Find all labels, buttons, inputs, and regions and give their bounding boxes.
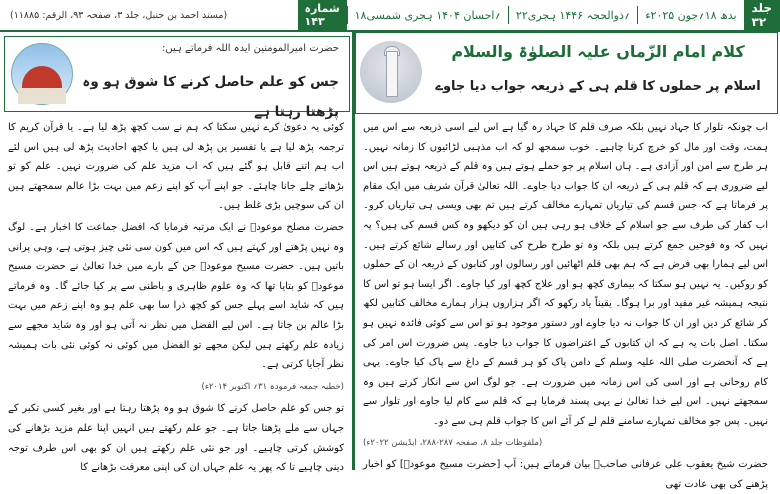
left-paragraph-3: تو جس کو علم حاصل کرنے کا شوق ہو وہ پڑھتا رہتا ہے اور بغیر کسی تکبر کے جہاں سے ملے پڑھتا جاتا ہے۔ جو علم رکھتے ہیں انہیں اپنا علم مزید بڑھانے کی کوشش کرتی چاہیے۔ اور جو نئی علم رکھتے ہیں ان کو بھی اس طرف توجہ دینی چاہیے تا کہ پھر یہ علم جہاں ان کی اپنی معرفت بڑھانے کا [8, 403, 344, 474]
left-paragraph-2: حضرت مصلح موعودؓ نے ایک مرتبہ فرمایا کہ افضل جماعت کا اخبار ہے۔ لوگ وہ نہیں پڑھتے اور کہتے ہیں کہ اس میں کون سی نئی چیز ہوتی ہے، وہی پرانی باتیں ہیں۔ حضرت مسیح موعودؑ جن کے بارے میں خدا تعالیٰ نے حضرت مسیح موعودؑ کو بتایا تھا کہ وہ علوم ظاہری و باطنی سے پر کیا جائے گا۔ وہ فرماتے ہیں کہ شاید اسے پہلے جس کو کچھ ذرا سا بھی علم ہو وہ اپنے زعم میں بہت بڑا عالم بن جاتا ہے۔ اس لیے الفضل میں نظر نہ آتی ہو اور وہ شاید مجھے سے زیادہ علم رکھتے ہیں لیکن مجھے تو الفضل میں کوئی نہ کوئی نئی بات ہمیشہ نظر آجایا کرتی ہے۔ [8, 221, 344, 371]
hadith-citation: (مسند احمد بن حنبل، جلد ۳، صفحہ ۹۳، الرقم: ۱۱۸۸۵) [10, 9, 228, 21]
weekday-date: بدھ ۱۸؍جون ۲۰۲۵ء [637, 6, 743, 24]
hijri-date: ۲۲؍ذوالحجہ ۱۴۴۶ ہجری [508, 6, 637, 24]
left-paragraph-1: کوئی یہ دعویٰ کرے نہیں سکتا کہ ہم نے سب کچھ پڑھ لیا ہے۔ یا قرآن کریم کا ترجمہ پڑھ لیا ہے یا تفسیر یں پڑھ لی ہیں یا کچھ احادیث پڑھ لی ہیں اس لئے اب ہم اتنے قابل ہو گئے ہیں کہ اب مزید علم کی ضرورت نہیں۔ علم کو تو بڑھاتے چلے جانا چاہئے۔ جو اپنے آپ کو اپنے زعم میں بہت بڑا عالم سمجھتے ہیں ان کی سوچیں بڑی غلط ہیں۔ [8, 122, 344, 212]
right-article-title: کلام امام الزّماں علیہ الصلوٰۃ والسلام [451, 42, 745, 61]
right-paragraph: اب چونکہ تلوار کا جہاد نہیں بلکہ صرف قلم کا جہاد رہ گیا ہے اس لیے اسی ذریعہ سے اس میں ہمت، وقت اور مال کو خرچ کرنا چاہیے۔ خوب سمجھ لو کہ اب مذہبی لڑائیوں کا زمانہ نہیں۔ ہر طرح سے امن اور آزادی ہے۔ ہاں اسلام پر جو حملے ہوتے ہیں وہ قلم کے ذریعہ ہوتے ہیں اس لیے ضروری ہے کہ قلم ہی کے ذریعہ ان کا جواب دیا جاوے۔ اللہ تعالیٰ قرآن شریف میں ایک مقام پر فرماتا ہے کہ جس قسم کی تیاریاں تمہارے مخالف کرتے ہیں تم بھی ویسی ہی تیاریاں کرو۔ اب کفار کی طرف سے جو اسلام کے خلاف ہو رہی ہیں ان کو دیکھو وہ کس قسم کی ہیں؟ یہ نہیں کہ وہ فوجیں جمع کرتے ہیں بلکہ وہ تو طرح طرح کی کتابیں اور رسالے شائع کرتے ہیں۔ اس لیے ہمارا بھی فرض ہے کہ ہم بھی قلم اٹھائیں اور رسالوں اور کتابوں کے ذریعہ ان کے حملوں کو روکیں۔ یہ نہیں ہو سکتا کہ بیماری کچھ ہو اور علاج کچھ اور کیا جاوے۔ اگر ایسا ہو تو اس کا نتیجہ ہمیشہ غیر مفید اور برا ہوگا۔ یقیناً یاد رکھو کہ اگر ہزاروں ہزار ہمارے مخالف کتابیں لکھ کر شائع کر دیں اور ان کا جواب نہ دیا جاوے اور دستور موجود ہو تو اس سے کوئی فائدہ نہیں ہو سکتا۔ اصل بات یہ ہے کہ ان کتابوں کے اعتراضوں کا جواب دیا جاوے۔ پس ضرورت اس امر کی ہے کہ آنحضرت صلی اللہ علیہ وسلم کے دامن پاک کو ہر قسم کے داغ سے پاک کیا جاوے۔ یہی کام روحانی ہے اور اسی کی اس زمانہ میں ضرورت ہے۔ جو لوگ اس سے انکار کرتے ہیں وہ سمجھتے نہیں۔ اس لیے خدا تعالیٰ نے یہی پسند فرمایا ہے کہ قلم سے کام لیا جاوے اور تلوار سے نہیں۔ پس جو مخالف تمہارے سامنے قلم لے کر آئے اس کا جواب قلم ہی سے دو۔ [363, 122, 768, 427]
left-article-header [4, 36, 350, 120]
right-article-subtitle: اسلام پر حملوں کا قلم ہی کے ذریعہ جواب دیا جاوے [435, 79, 761, 94]
minaret-photo [360, 41, 422, 103]
left-article-title: جس کو علم حاصل کرنے کا شوق ہو وہ پڑھتا رہتا ہے [82, 74, 339, 120]
mosque-photo [11, 43, 73, 105]
left-article [0, 32, 352, 474]
right-closing: حضرت شیخ یعقوب علی عرفانی صاحبؓ بیان فرماتے ہیں: آپ [حضرت مسیح موعودؑ] کو اخبار پڑھنے کی بھی عادت تھی [363, 459, 768, 490]
mosque-dome-icon [22, 66, 62, 90]
left-article-body [8, 118, 344, 474]
left-citation: (خطبہ جمعہ فرمودہ ۳۱؍ اکتوبر ۲۰۱۴ء) [201, 381, 344, 392]
minaret-icon [386, 51, 398, 97]
left-article-intro: حضرت امیرالمومنین ایدہ اللہ فرماتے ہیں: [162, 43, 339, 54]
shamsi-date: ۱۸؍احسان ۱۴۰۴ ہجری شمسی [347, 6, 508, 24]
mosque-base-icon [18, 88, 66, 104]
right-citation: (ملفوظات جلد ۸، صفحہ ۲۸۷-۲۸۸، ایڈیشن ۲۰۲۲ء) [363, 437, 543, 448]
issue-badge: شمارہ ۱۴۳ [298, 0, 347, 30]
volume-badge: جلد ۳۲ [744, 0, 780, 30]
masthead-bar [304, 0, 780, 32]
right-article [355, 32, 780, 490]
right-article-header [355, 32, 778, 114]
right-article-body [363, 118, 768, 490]
